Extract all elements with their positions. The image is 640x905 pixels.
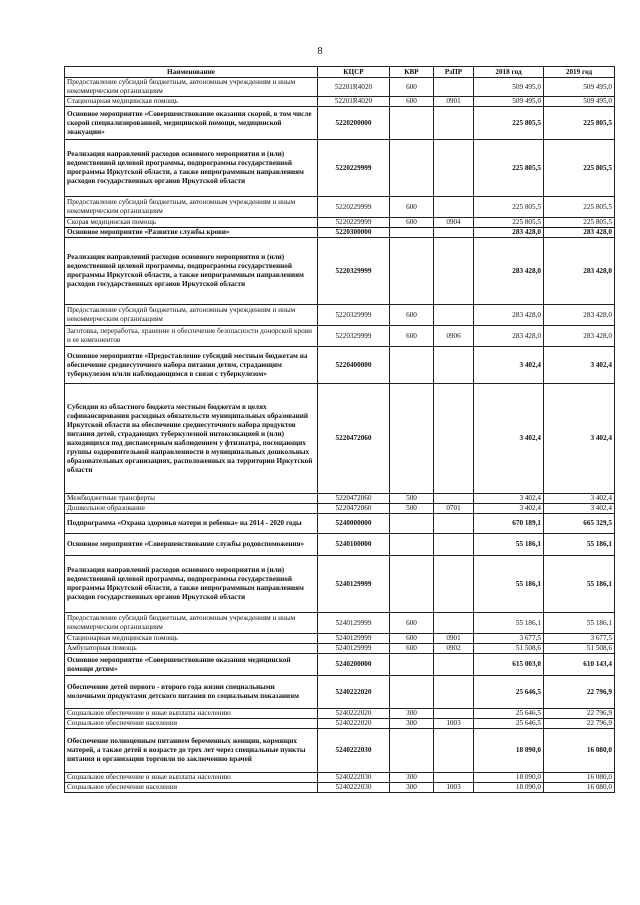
cell-rzpr: 0906 <box>434 326 474 347</box>
row-name: Социальное обеспечение и иные выплаты населению <box>65 773 318 783</box>
cell-value-2018: 283 428,0 <box>474 238 544 305</box>
cell-value-2018: 3 402,4 <box>474 347 544 384</box>
row-name: Основное мероприятие «Развитие службы крови» <box>65 228 318 238</box>
cell-value-2018: 25 646,5 <box>474 709 544 719</box>
cell-value-2018: 283 428,0 <box>474 326 544 347</box>
table-row <box>65 140 615 197</box>
cell-value-2018: 615 003,0 <box>474 654 544 676</box>
cell-kvr: 600 <box>390 197 434 218</box>
cell-kvr <box>390 676 434 709</box>
table-row <box>65 97 615 107</box>
cell-kvr <box>390 384 434 494</box>
cell-value-2019: 55 186,1 <box>544 613 615 634</box>
cell-kcsr: 5220400000 <box>318 347 390 384</box>
cell-kcsr: 5240222020 <box>318 719 390 729</box>
budget-table <box>64 66 615 793</box>
table-row <box>65 634 615 644</box>
cell-value-2019: 225 805,5 <box>544 140 615 197</box>
cell-kvr <box>390 140 434 197</box>
cell-kvr <box>390 228 434 238</box>
cell-kvr <box>390 347 434 384</box>
cell-value-2019: 3 402,4 <box>544 347 615 384</box>
cell-rzpr <box>434 140 474 197</box>
row-name: Заготовка, переработка, хранение и обеспечение безопасности донорской крови и ее компонентов <box>65 326 318 347</box>
cell-kcsr: 5220200000 <box>318 107 390 140</box>
cell-value-2019: 665 329,5 <box>544 514 615 534</box>
table-row <box>65 556 615 613</box>
row-name: Субсидии из областного бюджета местным бюджетам в целях софинансирования расходных обязательств муниципальных образований Иркутской области на обеспечение среднесуточного набора продуктов питания детей, страдающих туберкулезной интоксикацией и (или) находящихся под диспансерным наблюдением у фтизиатра, посещающих группы оздоровительной направленности в муниципальных дошкольных образовательных организациях, расположенных на территории Иркутской области <box>65 384 318 494</box>
cell-value-2018: 225 805,5 <box>474 107 544 140</box>
table-row <box>65 773 615 783</box>
cell-kcsr: 5220329999 <box>318 305 390 326</box>
cell-rzpr <box>434 494 474 504</box>
cell-kcsr: 5240222030 <box>318 783 390 793</box>
row-name: Социальное обеспечение населения <box>65 719 318 729</box>
table-row <box>65 514 615 534</box>
cell-value-2018: 225 805,5 <box>474 218 544 228</box>
table-row <box>65 107 615 140</box>
header-rzpr: РзПР <box>434 67 474 78</box>
cell-kcsr: 5220329999 <box>318 326 390 347</box>
cell-kcsr: 5220329999 <box>318 238 390 305</box>
cell-kvr: 600 <box>390 613 434 634</box>
cell-kcsr: 5220229999 <box>318 140 390 197</box>
cell-kcsr: 5220229999 <box>318 197 390 218</box>
cell-value-2018: 3 402,4 <box>474 384 544 494</box>
cell-value-2018: 55 186,1 <box>474 534 544 556</box>
cell-kvr: 300 <box>390 773 434 783</box>
header-kvr: КВР <box>390 67 434 78</box>
row-name: Стационарная медицинская помощь <box>65 634 318 644</box>
table-row <box>65 729 615 773</box>
cell-rzpr <box>434 654 474 676</box>
cell-value-2019: 509 495,0 <box>544 78 615 97</box>
table-row <box>65 78 615 97</box>
row-name: Стационарная медицинская помощь <box>65 97 318 107</box>
table-row <box>65 504 615 514</box>
row-name: Предоставление субсидий бюджетным, автономным учреждениям и иным некоммерческим организациям <box>65 305 318 326</box>
cell-kvr <box>390 556 434 613</box>
cell-rzpr: 0902 <box>434 644 474 654</box>
cell-value-2018: 283 428,0 <box>474 305 544 326</box>
header-kcsr: КЦСР <box>318 67 390 78</box>
table-row <box>65 719 615 729</box>
cell-kcsr: 5240222030 <box>318 773 390 783</box>
cell-value-2018: 51 508,6 <box>474 644 544 654</box>
cell-rzpr: 1003 <box>434 719 474 729</box>
cell-value-2018: 509 495,0 <box>474 97 544 107</box>
row-name: Основное мероприятие «Совершенствование службы родовспоможения» <box>65 534 318 556</box>
table-row <box>65 218 615 228</box>
cell-kcsr: 5240222020 <box>318 676 390 709</box>
cell-value-2018: 55 186,1 <box>474 556 544 613</box>
row-name: Амбулаторная помощь <box>65 644 318 654</box>
row-name: Предоставление субсидий бюджетным, автономным учреждениям и иным некоммерческим организациям <box>65 197 318 218</box>
cell-rzpr: 0701 <box>434 504 474 514</box>
table-header-row <box>65 67 615 78</box>
cell-value-2018: 3 402,4 <box>474 504 544 514</box>
header-name: Наименование <box>65 67 318 78</box>
row-name: Реализация направлений расходов основного мероприятия и (или) ведомственной целевой программы, подпрограммы государственной программы Иркутской области, а также непрограммным направлениям расходов государственных органов Иркутской области <box>65 238 318 305</box>
cell-rzpr: 0901 <box>434 634 474 644</box>
cell-value-2019: 3 677,5 <box>544 634 615 644</box>
row-name: Дошкольное образование <box>65 504 318 514</box>
cell-kvr: 600 <box>390 218 434 228</box>
cell-value-2019: 16 080,0 <box>544 783 615 793</box>
row-name: Социальное обеспечение и иные выплаты населению <box>65 709 318 719</box>
cell-kcsr: 5240100000 <box>318 534 390 556</box>
header-2019: 2019 год <box>544 67 615 78</box>
cell-kvr <box>390 654 434 676</box>
cell-value-2018: 18 090,0 <box>474 783 544 793</box>
cell-kcsr: 5240129999 <box>318 644 390 654</box>
table-row <box>65 644 615 654</box>
cell-value-2019: 16 080,0 <box>544 729 615 773</box>
cell-kvr <box>390 514 434 534</box>
row-name: Скорая медицинская помощь <box>65 218 318 228</box>
cell-value-2018: 55 186,1 <box>474 613 544 634</box>
cell-rzpr <box>434 347 474 384</box>
table-row <box>65 305 615 326</box>
cell-rzpr <box>434 556 474 613</box>
cell-rzpr <box>434 305 474 326</box>
header-2018: 2018 год <box>474 67 544 78</box>
cell-value-2018: 225 805,5 <box>474 197 544 218</box>
row-name: Основное мероприятие «Предоставление субсидий местным бюджетам на обеспечение среднесуточного набора питания детям, страдающим туберкулезом и/или наблюдающимся в связи с туберкулезом» <box>65 347 318 384</box>
cell-kvr: 600 <box>390 78 434 97</box>
cell-kvr <box>390 534 434 556</box>
cell-rzpr <box>434 729 474 773</box>
cell-rzpr <box>434 78 474 97</box>
cell-value-2018: 225 805,5 <box>474 140 544 197</box>
cell-kcsr: 5240129999 <box>318 613 390 634</box>
table-row <box>65 494 615 504</box>
cell-value-2019: 610 143,4 <box>544 654 615 676</box>
cell-rzpr <box>434 197 474 218</box>
row-name: Реализация направлений расходов основного мероприятия и (или) ведомственной целевой программы, подпрограммы государственной программы Иркутской области, а также непрограммным направлениям расходов государственных органов Иркутской области <box>65 140 318 197</box>
cell-rzpr <box>434 534 474 556</box>
cell-value-2018: 25 646,5 <box>474 676 544 709</box>
table-row <box>65 676 615 709</box>
table-row <box>65 384 615 494</box>
cell-value-2018: 283 428,0 <box>474 228 544 238</box>
table-row <box>65 197 615 218</box>
cell-value-2019: 55 186,1 <box>544 534 615 556</box>
cell-value-2019: 283 428,0 <box>544 238 615 305</box>
cell-rzpr: 1003 <box>434 783 474 793</box>
cell-kvr: 600 <box>390 305 434 326</box>
row-name: Обеспечение полноценным питанием беременных женщин, кормящих матерей, а также детей в возрасте до трех лет через специальные пункты питания и организации торговли по заключению врачей <box>65 729 318 773</box>
cell-kcsr: 5240129999 <box>318 634 390 644</box>
cell-kcsr: 5240129999 <box>318 556 390 613</box>
table-row <box>65 783 615 793</box>
cell-kvr: 600 <box>390 634 434 644</box>
row-name: Обеспечение детей первого - второго года жизни специальными молочными продуктами детского питания по социальным показаниям <box>65 676 318 709</box>
cell-kvr: 500 <box>390 504 434 514</box>
cell-value-2018: 3 677,5 <box>474 634 544 644</box>
table-row <box>65 326 615 347</box>
cell-kcsr: 5220472060 <box>318 384 390 494</box>
cell-kcsr: 52201R4020 <box>318 97 390 107</box>
cell-value-2018: 18 090,0 <box>474 773 544 783</box>
page-number: 8 <box>317 46 323 57</box>
cell-kcsr: 5220300000 <box>318 228 390 238</box>
cell-value-2018: 3 402,4 <box>474 494 544 504</box>
row-name: Предоставление субсидий бюджетным, автономным учреждениям и иным некоммерческим организациям <box>65 613 318 634</box>
cell-value-2018: 18 090,0 <box>474 729 544 773</box>
cell-kvr <box>390 107 434 140</box>
row-name: Предоставление субсидий бюджетным, автономным учреждениям и иным некоммерческим организациям <box>65 78 318 97</box>
cell-rzpr: 0901 <box>434 97 474 107</box>
cell-value-2019: 3 402,4 <box>544 384 615 494</box>
cell-kcsr: 5220472060 <box>318 494 390 504</box>
row-name: Подпрограмма «Охрана здоровья матери и ребенка» на 2014 - 2020 годы <box>65 514 318 534</box>
cell-rzpr <box>434 514 474 534</box>
cell-value-2019: 283 428,0 <box>544 228 615 238</box>
cell-value-2018: 509 495,0 <box>474 78 544 97</box>
cell-value-2019: 225 805,5 <box>544 107 615 140</box>
cell-kcsr: 5220472060 <box>318 504 390 514</box>
table-row <box>65 709 615 719</box>
cell-kvr: 600 <box>390 97 434 107</box>
cell-kcsr: 52201R4020 <box>318 78 390 97</box>
cell-rzpr <box>434 238 474 305</box>
cell-rzpr <box>434 228 474 238</box>
cell-value-2018: 670 189,1 <box>474 514 544 534</box>
cell-value-2019: 225 805,5 <box>544 197 615 218</box>
cell-value-2019: 22 796,9 <box>544 709 615 719</box>
cell-kvr: 600 <box>390 644 434 654</box>
table-row <box>65 228 615 238</box>
cell-rzpr <box>434 613 474 634</box>
cell-value-2019: 22 796,9 <box>544 676 615 709</box>
row-name: Социальное обеспечение населения <box>65 783 318 793</box>
row-name: Основное мероприятие «Совершенствование оказания скорой, в том числе скорой специализированной, медицинской помощи, медицинской эвакуации» <box>65 107 318 140</box>
cell-kvr: 500 <box>390 494 434 504</box>
cell-value-2019: 225 805,5 <box>544 218 615 228</box>
table-row <box>65 347 615 384</box>
cell-value-2019: 3 402,4 <box>544 504 615 514</box>
table-row <box>65 534 615 556</box>
cell-value-2019: 51 508,6 <box>544 644 615 654</box>
cell-value-2019: 509 495,0 <box>544 97 615 107</box>
cell-value-2019: 22 796,9 <box>544 719 615 729</box>
cell-rzpr <box>434 676 474 709</box>
cell-kvr <box>390 238 434 305</box>
cell-rzpr <box>434 107 474 140</box>
cell-kcsr: 5240000000 <box>318 514 390 534</box>
cell-value-2019: 283 428,0 <box>544 326 615 347</box>
cell-kcsr: 5240222020 <box>318 709 390 719</box>
cell-value-2019: 283 428,0 <box>544 305 615 326</box>
cell-kvr <box>390 729 434 773</box>
table-row <box>65 613 615 634</box>
row-name: Реализация направлений расходов основного мероприятия и (или) ведомственной целевой программы, подпрограммы государственной программы Иркутской области, а также непрограммным направлениям расходов государственных органов Иркутской области <box>65 556 318 613</box>
cell-value-2019: 3 402,4 <box>544 494 615 504</box>
cell-kcsr: 5220229999 <box>318 218 390 228</box>
cell-kcsr: 5240222030 <box>318 729 390 773</box>
table-row <box>65 654 615 676</box>
cell-kvr: 300 <box>390 709 434 719</box>
cell-kvr: 300 <box>390 719 434 729</box>
cell-kcsr: 5240200000 <box>318 654 390 676</box>
cell-rzpr <box>434 709 474 719</box>
cell-kvr: 600 <box>390 326 434 347</box>
cell-rzpr <box>434 384 474 494</box>
cell-rzpr <box>434 773 474 783</box>
cell-value-2018: 25 646,5 <box>474 719 544 729</box>
row-name: Основное мероприятие «Совершенствование оказания медицинской помощи детям» <box>65 654 318 676</box>
cell-value-2019: 55 186,1 <box>544 556 615 613</box>
cell-kvr: 300 <box>390 783 434 793</box>
row-name: Межбюджетные трансферты <box>65 494 318 504</box>
cell-rzpr: 0904 <box>434 218 474 228</box>
cell-value-2019: 16 080,0 <box>544 773 615 783</box>
table-row <box>65 238 615 305</box>
